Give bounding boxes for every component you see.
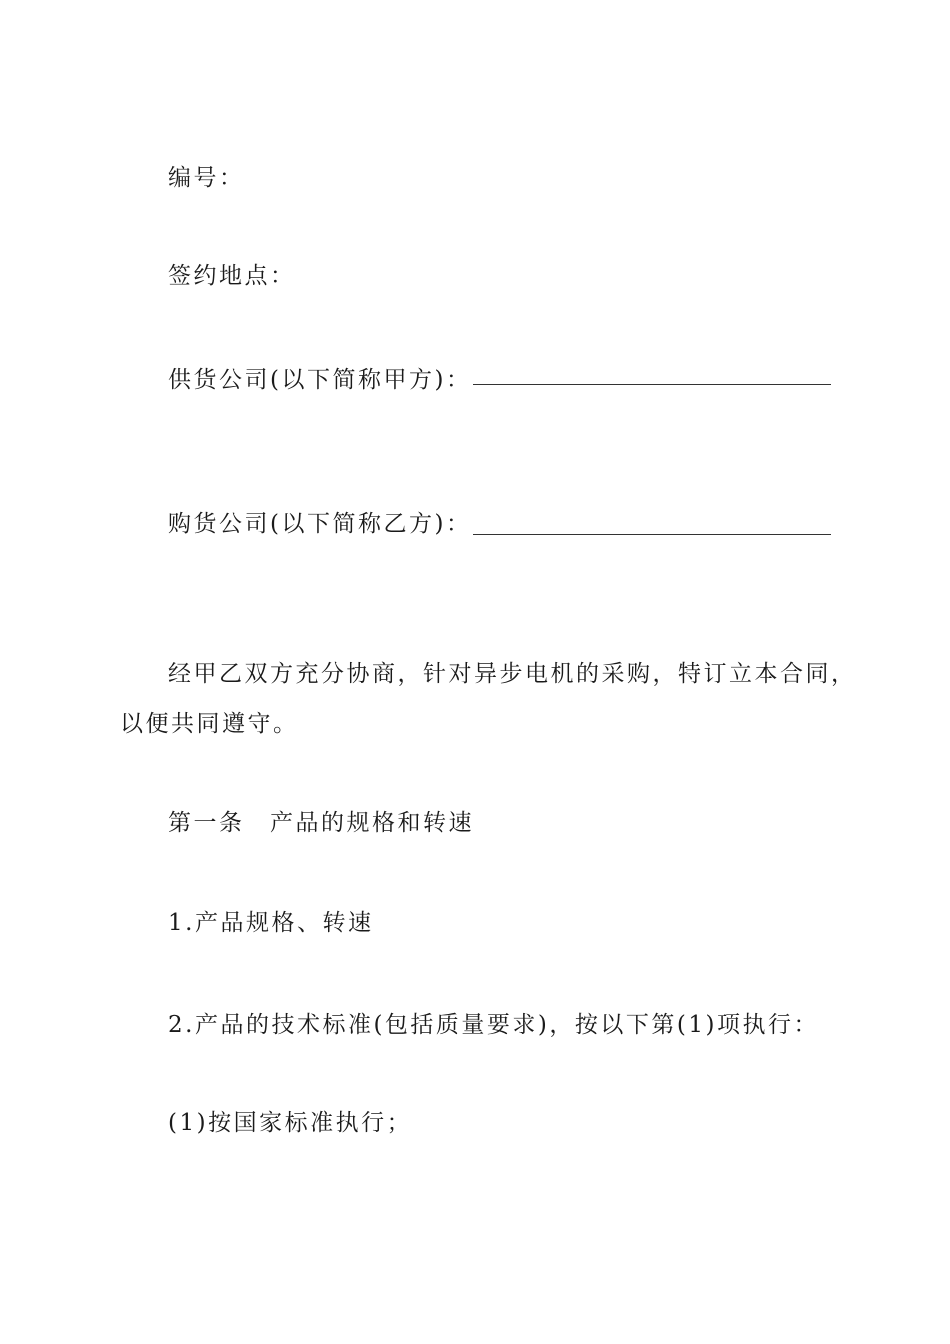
intro-paragraph-line1: 经甲乙双方充分协商，针对异步电机的采购，特订立本合同， bbox=[168, 661, 857, 687]
item2-sub1-text: (1)按国家标准执行； bbox=[168, 1110, 413, 1136]
intro-paragraph-line2: 以便共同遵守。 bbox=[120, 711, 299, 737]
article1-title: 第一条 产品的规格和转速 bbox=[168, 810, 474, 836]
contract-number-label: 编号： bbox=[168, 165, 245, 191]
party-b-label: 购货公司(以下简称乙方)： bbox=[168, 511, 472, 537]
party-b-blank-line bbox=[473, 534, 831, 535]
item1-text: 1.产品规格、转速 bbox=[168, 910, 374, 936]
party-a-blank-line bbox=[473, 384, 831, 385]
signing-place-label: 签约地点： bbox=[168, 263, 296, 289]
item2-text: 2.产品的技术标准(包括质量要求)，按以下第(1)项执行： bbox=[168, 1012, 819, 1038]
party-a-label: 供货公司(以下简称甲方)： bbox=[168, 367, 472, 393]
